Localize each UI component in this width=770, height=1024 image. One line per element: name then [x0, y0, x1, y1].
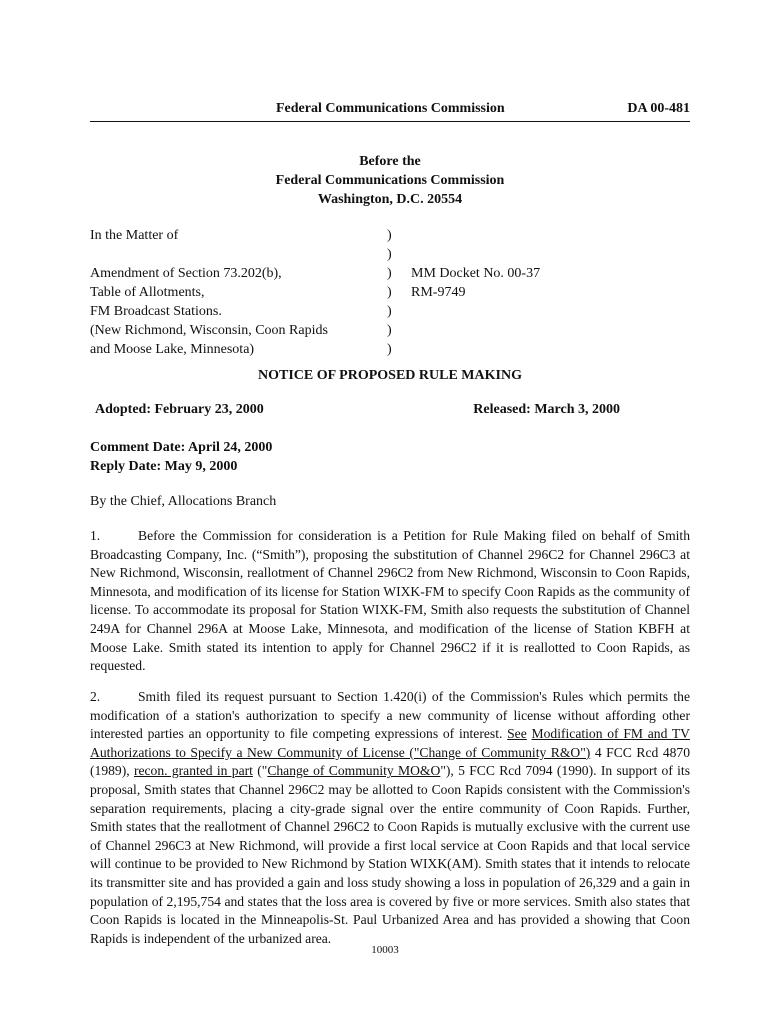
paragraph-text: (" — [252, 763, 268, 779]
page-header — [90, 99, 690, 122]
caption-line: Amendment of Section 73.202(b), — [90, 266, 282, 281]
header-agency: Federal Communications Commission — [276, 101, 505, 116]
paragraph-text: Before the Commission for consideration is a Petition for Rule Making filed on behalf of Smith Broadcasting Company, Inc. (“Smith”), proposing the substitution of Channel 296C2 for Channel 296C3 at New Richmond, Wisconsin, reallotment of Channel 296C2 from New Richmond, Wisconsin to Coon Rapids, Minnesota, and modification of its license for Station WIXK-FM to specify Coon Rapids as the community of license. To accommodate its proposal for Station WIXK-FM, Smith also requests the substitution of Channel 249A for Channel 296A at Moose Lake, Minnesota, and modification of the license of Station KBFH at Moose Lake. Smith stated its intention to apply for Channel 296C2 if it is reallotted to Coon Rapids, as requested. — [90, 528, 690, 674]
before-line-2: Federal Communications Commission — [275, 173, 505, 188]
caption-line: FM Broadcast Stations. — [90, 304, 222, 319]
released-date: Released: March 3, 2000 — [473, 402, 620, 417]
paragraph-number: 2. — [90, 689, 101, 704]
caption-left — [90, 226, 380, 359]
caption-line: (New Richmond, Wisconsin, Coon Rapids — [90, 323, 328, 338]
adopted-released-dates — [95, 402, 620, 418]
caption-line: and Moose Lake, Minnesota) — [90, 342, 255, 357]
paren: ) — [387, 247, 392, 262]
rm-number: RM-9749 — [411, 285, 466, 300]
notice-title: NOTICE OF PROPOSED RULE MAKING — [258, 368, 522, 383]
paragraph-text: 4 FCC Rcd 4870 (1989), — [90, 744, 691, 779]
paren: ) — [387, 323, 392, 338]
adopted-date: Adopted: February 23, 2000 — [95, 402, 264, 417]
in-the-matter: In the Matter of — [90, 228, 179, 243]
paren: ) — [387, 304, 392, 319]
paragraph-text: "), 5 FCC Rcd 7094 (1990). In support of its proposal, Smith states that Channel 296C2 may be allotted to Coon Rapids consistent with the Commission's separation requirements, placing a city-grade signal over the entire community of Coon Rapids. Further, Smith states that the reallotment of Channel 296C2 to Coon Rapids is mutually exclusive with the current use of Channel 296C3 at New Richmond, will provide a first local service at Coon Rapids and that local service will continue to be provided to New Richmond by Station WIXK(AM). Smith states that it intends to relocate its transmitter site and has provided a gain and loss study showing a loss in population of 26,329 and a gain in population of 2,195,754 and states that the loss area is covered by five or more services. Smith also states that Coon Rapids is located in the Minneapolis-St. Paul Urbanized Area and has provided a showing that Coon Rapids is independent of the urbanized area. — [90, 763, 690, 946]
paragraph-text: Smith filed its request pursuant to Section 1.420(i) of the Commission's Rules which permits the modification of a station's authorization to specify a new community of license without affording other interested parties an opportunity to file competing expressions of interest. — [90, 689, 690, 742]
docket-number: MM Docket No. 00-37 — [411, 266, 541, 281]
recon-granted: recon. granted in part — [133, 763, 253, 779]
by-line: By the Chief, Allocations Branch — [90, 494, 277, 509]
caption-parens — [387, 226, 397, 359]
see-signal: See — [507, 726, 527, 742]
before-line-3: Washington, D.C. 20554 — [317, 192, 463, 207]
citation-change-of-community-moo: Change of Community MO&O — [267, 763, 441, 779]
caption-right — [411, 264, 540, 302]
paren: ) — [387, 342, 392, 357]
caption-line: Table of Allotments, — [90, 285, 205, 300]
paren: ) — [387, 266, 392, 281]
paragraph-number: 1. — [90, 528, 101, 543]
before-line-1: Before the — [359, 154, 421, 169]
before-block — [90, 152, 690, 209]
paragraph-2 — [90, 688, 690, 948]
comment-date: Comment Date: April 24, 2000 — [90, 440, 273, 455]
paragraph-1 — [90, 527, 690, 676]
citation-change-of-community-ro: Modification of FM and TV Authorizations to Specify a New Community of License ("Change of Community R&O") — [90, 726, 690, 760]
header-doc-number: DA 00-481 — [627, 101, 690, 116]
paren: ) — [387, 228, 392, 243]
comment-reply-dates — [90, 438, 272, 476]
reply-date: Reply Date: May 9, 2000 — [90, 459, 238, 474]
page-number: 10003 — [371, 944, 399, 956]
paren: ) — [387, 285, 392, 300]
